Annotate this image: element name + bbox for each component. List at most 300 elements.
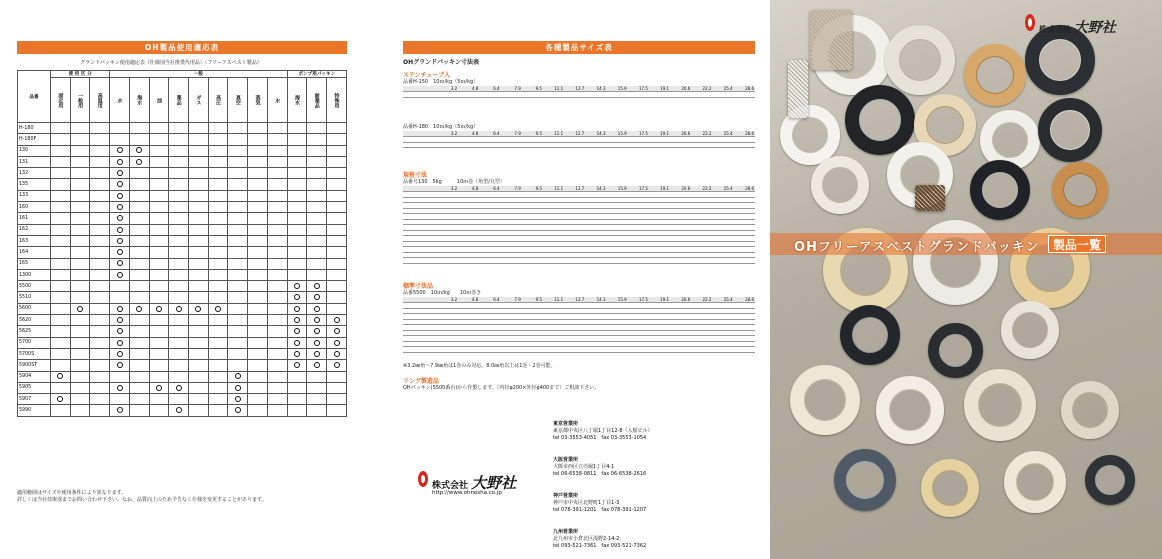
size-header-cell: 11.1 [543, 131, 564, 137]
table-cell [267, 371, 287, 382]
size-header-cell: 12.7 [564, 131, 585, 137]
table-cell [228, 190, 248, 201]
table-cell [169, 394, 189, 405]
table-cell [248, 360, 268, 371]
table-cell [248, 394, 268, 405]
packing-ring [840, 305, 900, 365]
table-row [18, 168, 347, 179]
table-cell [189, 168, 209, 179]
table-cell [307, 258, 327, 269]
table-row [403, 142, 755, 148]
table-cell [110, 235, 130, 246]
table-cell [734, 92, 755, 98]
table-row [18, 202, 347, 213]
col-header: 高圧 [208, 78, 228, 123]
circle-mark-icon [117, 306, 123, 312]
table-cell [169, 348, 189, 359]
circle-mark-icon [156, 385, 162, 391]
table-cell [307, 315, 327, 326]
table-cell [327, 202, 347, 213]
circle-mark-icon [314, 317, 320, 323]
table-cell [403, 347, 437, 353]
table-cell [248, 337, 268, 348]
table-row [403, 92, 755, 98]
table-cell [712, 142, 733, 148]
table-cell [149, 394, 169, 405]
size-header-cell: 20.6 [670, 297, 691, 303]
table-cell [287, 224, 307, 235]
size-header-cell: 17.5 [628, 186, 649, 192]
table-cell [327, 281, 347, 292]
table-cell [51, 179, 71, 190]
circle-mark-icon [334, 328, 340, 334]
application-table [17, 70, 347, 417]
table-cell [248, 213, 268, 224]
table-cell [327, 156, 347, 167]
office-addr: 北九州市小倉北区浅野2-14-2 [553, 536, 620, 542]
table-cell [169, 337, 189, 348]
table-cell [248, 247, 268, 258]
size-header-cell: 15.9 [607, 86, 628, 92]
table-cell [287, 348, 307, 359]
col-header: 蒸気 [248, 78, 268, 123]
table-row [18, 337, 347, 348]
logo-text: 株式会社 大野社 [432, 474, 517, 492]
circle-mark-icon [176, 385, 182, 391]
table-cell [228, 123, 248, 134]
table-cell [228, 382, 248, 393]
size-header-cell: 22.2 [691, 186, 712, 192]
table-cell [51, 202, 71, 213]
table-cell [543, 142, 564, 148]
table-cell [307, 348, 327, 359]
table-cell [437, 347, 458, 353]
table-cell [691, 347, 712, 353]
table-cell [712, 92, 733, 98]
size-table-4 [403, 297, 755, 353]
table-cell [70, 292, 90, 303]
table-cell [51, 394, 71, 405]
table-cell [228, 179, 248, 190]
product-code: 130 [18, 145, 51, 156]
table-cell [287, 371, 307, 382]
table-cell [267, 247, 287, 258]
table-cell [734, 258, 755, 264]
table-cell [149, 168, 169, 179]
circle-mark-icon [294, 362, 300, 368]
table-cell [585, 258, 606, 264]
circle-mark-icon [294, 328, 300, 334]
table-cell [307, 202, 327, 213]
table-cell [129, 235, 149, 246]
table-cell [169, 382, 189, 393]
table-cell [228, 168, 248, 179]
table-cell [248, 371, 268, 382]
circle-mark-icon [117, 385, 123, 391]
table-cell [607, 142, 628, 148]
table-cell [501, 347, 522, 353]
table-cell [189, 292, 209, 303]
table-cell [70, 123, 90, 134]
table-cell [70, 179, 90, 190]
table-cell [90, 405, 110, 416]
table-cell [70, 269, 90, 280]
table-cell [169, 179, 189, 190]
table-cell [307, 134, 327, 145]
table-cell [307, 269, 327, 280]
product-code: 5904 [18, 371, 51, 382]
table-cell [307, 213, 327, 224]
size-header-cell: 6.4 [479, 186, 500, 192]
size-header-cell: 19.1 [649, 297, 670, 303]
mid-banner: 各種製品サイズ表 [403, 41, 755, 54]
table-cell [267, 168, 287, 179]
cover-page [770, 0, 1162, 559]
table-cell [90, 303, 110, 314]
col-header: 水 [267, 78, 287, 123]
circle-mark-icon [314, 294, 320, 300]
table-cell [479, 258, 500, 264]
ring-text: OHパッキン(5500番台)から作製します。（内径φ200×外径φ400まで）ご相談下さい。 [403, 385, 600, 391]
table-cell [189, 224, 209, 235]
table-cell [691, 258, 712, 264]
table-cell [208, 202, 228, 213]
packing-spool [788, 60, 808, 118]
table-cell [90, 145, 110, 156]
circle-mark-icon [294, 283, 300, 289]
table-cell [307, 405, 327, 416]
table-cell [403, 142, 437, 148]
product-code: 5625 [18, 326, 51, 337]
table-row [18, 348, 347, 359]
table-cell [90, 315, 110, 326]
circle-mark-icon [117, 147, 123, 153]
size-header-cell: 20.6 [670, 131, 691, 137]
table-cell [169, 258, 189, 269]
table-cell [149, 145, 169, 156]
table-cell [189, 202, 209, 213]
table-cell [228, 360, 248, 371]
table-cell [287, 168, 307, 179]
note-1: 適用範囲はサイズや使用条件により異なります。 [17, 490, 127, 496]
table-row [18, 213, 347, 224]
table-cell [110, 258, 130, 269]
table-cell [607, 92, 628, 98]
circle-mark-icon [235, 407, 241, 413]
table-cell [248, 292, 268, 303]
size-header-cell: 22.2 [691, 86, 712, 92]
table-cell [248, 348, 268, 359]
table-cell [267, 326, 287, 337]
table-row [18, 190, 347, 201]
size-header-cell: 17.5 [628, 297, 649, 303]
section-4-title: 標準寸法品 [403, 283, 434, 290]
table-cell [327, 190, 347, 201]
table-cell [208, 156, 228, 167]
circle-mark-icon [176, 407, 182, 413]
table-cell [501, 92, 522, 98]
table-cell [208, 224, 228, 235]
circle-mark-icon [117, 260, 123, 266]
table-cell [208, 292, 228, 303]
table-cell [248, 258, 268, 269]
size-header-cell: 9.5 [522, 86, 543, 92]
table-cell [607, 347, 628, 353]
table-cell [287, 281, 307, 292]
table-cell [327, 303, 347, 314]
office-name: 東京営業所 [553, 421, 579, 427]
size-header-cell: 19.1 [649, 186, 670, 192]
table-cell [564, 347, 585, 353]
size-header-cell: 11.1 [543, 297, 564, 303]
table-cell [307, 168, 327, 179]
table-cell [248, 224, 268, 235]
table-cell [129, 156, 149, 167]
table-cell [564, 142, 585, 148]
office-tel: tel 093-521-7361 fax 093-521-7362 [553, 543, 647, 549]
table-cell [691, 92, 712, 98]
table-cell [228, 348, 248, 359]
section-1-title: ステンチューブ入 [403, 72, 451, 79]
table-cell [670, 347, 691, 353]
table-cell [129, 224, 149, 235]
table-cell [248, 281, 268, 292]
table-cell [307, 156, 327, 167]
table-cell [110, 303, 130, 314]
size-header-cell: 3.2 [437, 186, 458, 192]
table-cell [90, 258, 110, 269]
table-cell [169, 292, 189, 303]
table-cell [90, 247, 110, 258]
logo-mark-icon [418, 471, 428, 487]
size-header-cell: 9.5 [522, 186, 543, 192]
table-cell [169, 235, 189, 246]
table-cell [248, 269, 268, 280]
mid-heading: OHグランドパッキン寸法表 [403, 59, 479, 66]
service-header: 一般 [110, 71, 287, 78]
circle-mark-icon [117, 272, 123, 278]
size-header-cell: 22.2 [691, 297, 712, 303]
size-header-cell: 14.3 [585, 186, 606, 192]
table-cell [327, 168, 347, 179]
table-cell [208, 382, 228, 393]
table-cell [189, 303, 209, 314]
size-header-cell: 14.3 [585, 131, 606, 137]
table-cell [228, 303, 248, 314]
table-cell [327, 382, 347, 393]
office-contact [553, 421, 653, 442]
circle-mark-icon [235, 373, 241, 379]
table-cell [327, 394, 347, 405]
table-cell [228, 292, 248, 303]
table-row [18, 134, 347, 145]
table-cell [327, 315, 347, 326]
circle-mark-icon [117, 351, 123, 357]
table-cell [734, 347, 755, 353]
product-code: 161 [18, 213, 51, 224]
size-header-cell: 15.9 [607, 186, 628, 192]
size-header-row [403, 186, 755, 192]
table-cell [267, 190, 287, 201]
table-cell [248, 315, 268, 326]
table-row [18, 224, 347, 235]
table-cell [327, 247, 347, 258]
table-cell [267, 303, 287, 314]
table-cell [169, 269, 189, 280]
circle-mark-icon [117, 317, 123, 323]
table-cell [208, 394, 228, 405]
table-cell [129, 326, 149, 337]
table-cell [110, 348, 130, 359]
table-cell [90, 394, 110, 405]
note-2: 詳しくは当社技術部までお問い合わせ下さい。なお、品質向上のため予告なく仕様を変更することがあります。 [17, 497, 267, 503]
table-cell [169, 213, 189, 224]
table-cell [149, 382, 169, 393]
table-cell [564, 92, 585, 98]
table-cell [208, 360, 228, 371]
table-cell [327, 371, 347, 382]
table-cell [287, 156, 307, 167]
size-header-cell: 9.5 [522, 131, 543, 137]
table-cell [228, 134, 248, 145]
ring-title: リング製造品 [403, 378, 439, 385]
table-cell [267, 405, 287, 416]
size-header-cell: 12.7 [564, 297, 585, 303]
table-cell [149, 326, 169, 337]
table-cell [267, 123, 287, 134]
table-cell [129, 269, 149, 280]
size-header-cell: 7.9 [501, 297, 522, 303]
table-cell [458, 258, 479, 264]
table-cell [307, 190, 327, 201]
circle-mark-icon [195, 306, 201, 312]
size-header-cell: 4.8 [458, 86, 479, 92]
section-4-note: 品番5500 10ｍ/kg 10ｍ巻き [403, 290, 482, 296]
circle-mark-icon [314, 328, 320, 334]
office-tel: tel 078-391-1201 fax 078-391-1207 [553, 507, 647, 513]
col-header: 油 [149, 78, 169, 123]
table-cell [189, 179, 209, 190]
section-3-note: 品番号130 5kg 10ｍ巻（角型/丸型） [403, 179, 505, 185]
size-header-cell: 17.5 [628, 86, 649, 92]
size-header-cell: 28.6 [734, 86, 755, 92]
table-cell [129, 405, 149, 416]
table-cell [169, 134, 189, 145]
table-cell [90, 235, 110, 246]
table-cell [51, 224, 71, 235]
table-cell [110, 224, 130, 235]
table-cell [670, 92, 691, 98]
table-cell [129, 247, 149, 258]
size-header-cell: 4.8 [458, 131, 479, 137]
table-row [18, 269, 347, 280]
table-cell [208, 213, 228, 224]
table-cell [267, 213, 287, 224]
product-code: 135 [18, 179, 51, 190]
table-cell [189, 156, 209, 167]
size-header-row [403, 86, 755, 92]
table-cell [248, 145, 268, 156]
table-cell [501, 142, 522, 148]
table-cell [90, 123, 110, 134]
table-cell [458, 347, 479, 353]
table-cell [267, 382, 287, 393]
table-cell [149, 179, 169, 190]
product-code: 5700S [18, 348, 51, 359]
size-footnote: ※3.2㎜角〜7.9㎜角は1巻のみ対応。8.0㎜角以上は1巻・2巻可能。 [403, 363, 556, 369]
table-row [18, 405, 347, 416]
table-cell [287, 190, 307, 201]
table-cell [51, 337, 71, 348]
table-cell [267, 337, 287, 348]
size-header-cell: 22.2 [691, 131, 712, 137]
table-cell [287, 315, 307, 326]
table-row [18, 360, 347, 371]
cover-logo-text: 株式会社 大野社 [1039, 20, 1116, 36]
size-header-row [403, 297, 755, 303]
table-cell [51, 382, 71, 393]
table-cell [267, 235, 287, 246]
packing-ring [928, 323, 983, 378]
table-cell [51, 292, 71, 303]
size-table-3 [403, 186, 755, 264]
table-cell [208, 371, 228, 382]
table-cell [564, 258, 585, 264]
group-header: 使 用 区 分 [51, 71, 110, 78]
table-cell [51, 371, 71, 382]
office-addr: 東京都中央区八丁堀1丁目12-8（入船ビル） [553, 428, 653, 434]
size-header-cell: 12.7 [564, 86, 585, 92]
circle-mark-icon [117, 249, 123, 255]
middle-page [390, 0, 770, 559]
table-cell [70, 224, 90, 235]
table-cell [149, 315, 169, 326]
table-cell [327, 269, 347, 280]
table-cell [169, 190, 189, 201]
size-header-cell: 14.3 [585, 297, 606, 303]
table-cell [307, 247, 327, 258]
size-table-1 [403, 86, 755, 98]
size-header-cell: 19.1 [649, 86, 670, 92]
table-cell [110, 202, 130, 213]
size-header-cell: 7.9 [501, 131, 522, 137]
table-cell [129, 134, 149, 145]
table-cell [287, 202, 307, 213]
table-cell [149, 247, 169, 258]
table-cell [90, 292, 110, 303]
circle-mark-icon [117, 362, 123, 368]
table-cell [522, 258, 543, 264]
company-url[interactable]: http://www.ohnosha.co.jp [432, 490, 502, 496]
table-cell [228, 224, 248, 235]
table-cell [110, 123, 130, 134]
packing-ring [964, 44, 1026, 106]
packing-ring [964, 369, 1036, 441]
table-cell [169, 326, 189, 337]
table-cell [90, 213, 110, 224]
table-cell [522, 92, 543, 98]
table-cell [327, 405, 347, 416]
table-cell [51, 156, 71, 167]
table-cell [189, 348, 209, 359]
table-cell [110, 213, 130, 224]
product-code: 131 [18, 156, 51, 167]
table-cell [248, 326, 268, 337]
table-cell [307, 337, 327, 348]
table-cell [437, 258, 458, 264]
table-cell [129, 315, 149, 326]
table-cell [90, 134, 110, 145]
